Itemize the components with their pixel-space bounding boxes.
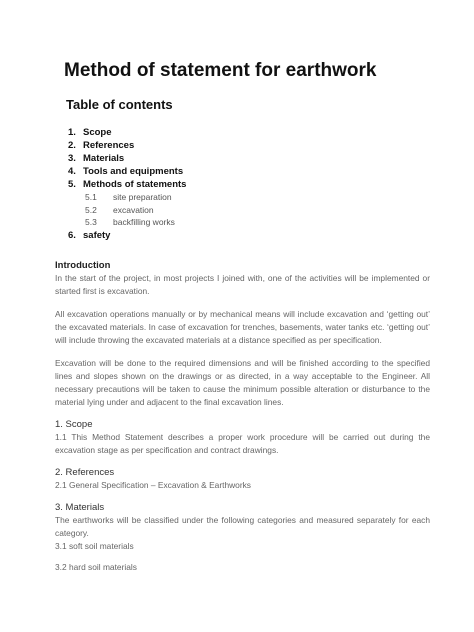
materials-text: The earthworks will be classified under the following categories and measured separately for each category.: [55, 515, 430, 538]
toc-item-materials[interactable]: [68, 152, 368, 165]
document-body: [55, 260, 430, 574]
toc-subitem-site-preparation[interactable]: [68, 191, 368, 204]
toc-subitem-backfilling[interactable]: [68, 216, 368, 229]
table-of-contents: [68, 126, 368, 242]
toc-item-number: 3.: [68, 153, 76, 164]
materials-item-hard-soil: 3.2 hard soil materials: [55, 562, 137, 572]
toc-subitem-number: 5.2: [85, 204, 97, 215]
introduction-paragraph-2: All excavation operations manually or by mechanical means will include excavation and ‘getting out’ the excavated materials. In case of excavation for trenches, basements, water tanks etc. ‘getting out’ will include throwing the excavated materials at a distance specified as per specification.: [55, 309, 430, 345]
toc-item-label: safety: [83, 229, 111, 241]
toc-item-label: References: [83, 140, 135, 151]
toc-item-scope[interactable]: [68, 126, 368, 139]
toc-item-label: Tools and equipments: [83, 166, 184, 177]
toc-item-number: 2.: [68, 140, 76, 151]
toc-item-label: Scope: [83, 127, 112, 138]
toc-subitem-label: site preparation: [113, 192, 172, 202]
introduction-paragraph-1: In the start of the project, in most projects I joined with, one of the activities will be implemented or started first is excavation.: [55, 273, 430, 296]
toc-subitem-excavation[interactable]: [68, 204, 368, 217]
document-title: Method of statement for earthwork: [64, 60, 377, 81]
toc-heading: Table of contents: [66, 97, 173, 112]
introduction-heading: Introduction: [55, 260, 111, 271]
toc-subitem-number: 5.3: [85, 217, 97, 227]
toc-item-label: Materials: [83, 153, 125, 164]
toc-item-references[interactable]: [68, 139, 368, 152]
toc-subitem-number: 5.1: [85, 192, 97, 202]
toc-item-tools[interactable]: [68, 165, 368, 178]
materials-item-soft-soil: 3.1 soft soil materials: [55, 541, 134, 551]
toc-item-number: 4.: [68, 166, 76, 177]
references-heading: 2. References: [55, 467, 115, 478]
toc-item-methods[interactable]: [68, 178, 368, 191]
toc-item-number: 6.: [68, 229, 76, 241]
introduction-paragraph-3: Excavation will be done to the required dimensions and will be finished according to the specified lines and slopes shown on the drawings or as directed, in a way acceptable to the Engineer. All necessary precautions will be taken to cause the minimum possible alteration or disturbance to the material lying under and adjacent to the final excavation lines.: [55, 358, 430, 407]
scope-text: 1.1 This Method Statement describes a proper work procedure will be carried out during the excavation stage as per specification and contract drawings.: [55, 432, 430, 455]
toc-subitem-label: backfilling works: [113, 217, 175, 227]
toc-item-label: Methods of statements: [83, 179, 187, 190]
toc-subitem-label: excavation: [113, 204, 154, 215]
toc-item-number: 1.: [68, 127, 76, 138]
scope-heading: 1. Scope: [55, 419, 93, 430]
references-text: 2.1 General Specification – Excavation & Earthworks: [55, 480, 251, 490]
toc-item-number: 5.: [68, 179, 76, 190]
toc-item-safety[interactable]: [68, 229, 368, 242]
materials-heading: 3. Materials: [55, 502, 105, 513]
